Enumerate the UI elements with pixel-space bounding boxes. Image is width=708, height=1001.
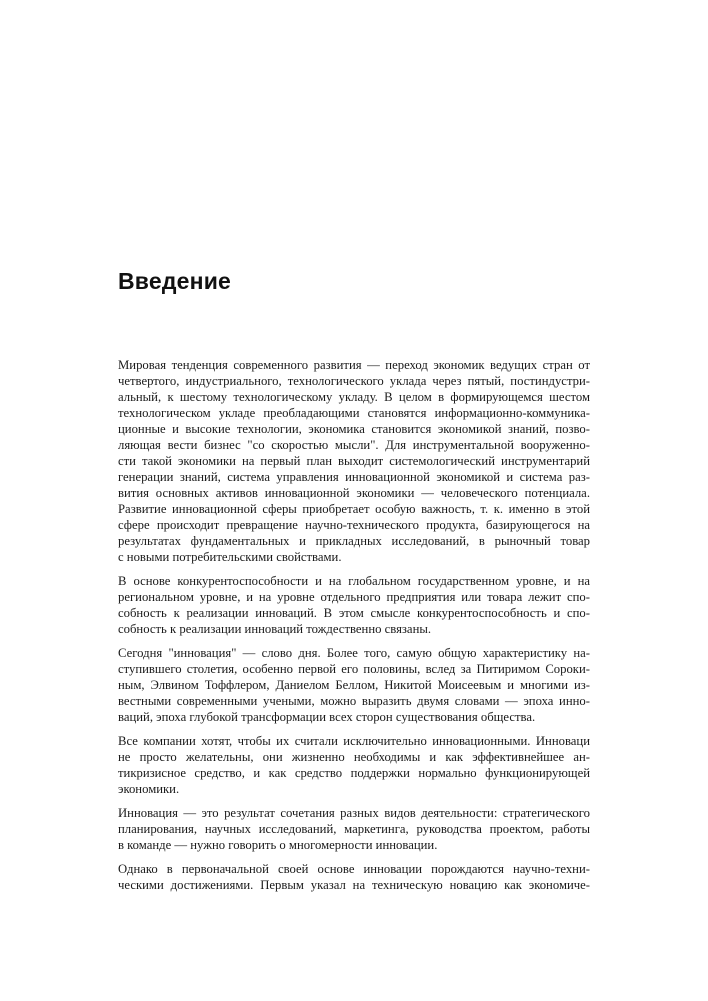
paragraph-6 [118,861,590,893]
text-line: Однако в первоначальной своей основе инновации порождаются научно-техни- [118,862,590,876]
text-line: собность к реализации инноваций тождественно связаны. [118,622,432,636]
text-line: тикризисное средство, и как средство поддержки нормально функционирующей [118,766,590,780]
chapter-title: Введение [118,268,232,294]
text-line: ционные и высокие технологии, экономика становится экономикой знаний, позво- [118,422,590,436]
text-line: ваций, эпоха глубокой трансформации всех сторон существования общества. [118,710,536,724]
text-line: сфере происходит превращение научно-технического продукта, базирующегося на [118,518,590,532]
text-line: генерации знаний, система управления инновационной экономикой и система раз- [118,470,590,484]
text-line: В основе конкурентоспособности и на глобальном государственном уровне, и на [118,574,590,588]
paragraph-1 [118,357,590,565]
text-line: собность к реализации инноваций. В этом смысле конкурентоспособность и спо- [118,606,590,620]
text-line: ступившего столетия, особенно первой его половины, вслед за Питиримом Сороки- [118,662,590,676]
paragraph-5 [118,805,590,853]
text-line: ным, Элвином Тоффлером, Даниелом Беллом, Никитой Моисеевым и многими из- [118,678,590,692]
text-line: сти такой экономики на первый план выходит системологический инструментарий [118,454,590,468]
text-line: Мировая тенденция современного развития — переход экономик ведущих стран от [118,358,590,372]
text-line: не просто желательны, они жизненно необходимы и как эффективнейшее ан- [118,750,590,764]
body-text [118,357,590,901]
text-line: ляющая вести бизнес "со скоростью мысли". Для инструментальной вооруженно- [118,438,590,452]
paragraph-2 [118,573,590,637]
text-line: Сегодня "инновация" — слово дня. Более того, самую общую характеристику на- [118,646,590,660]
text-line: планирования, научных исследований, маркетинга, руководства проектом, работы [118,822,590,836]
text-line: ческими достижениями. Первым указал на техническую новацию как экономиче- [118,878,590,892]
text-line: альный, к шестому технологическому укладу. В целом в формирующемся шестом [118,390,590,404]
text-line: вестными современными учеными, можно выразить двумя словами — эпоха инно- [118,694,590,708]
text-line: результатах фундаментальных и прикладных исследований, в рыночный товар [118,534,590,548]
paragraph-3 [118,645,590,725]
text-line: Развитие инновационной сферы приобретает особую важность, т. к. именно в этой [118,502,590,516]
text-line: вития основных активов инновационной экономики — человеческого потенциала. [118,486,590,500]
paragraph-4 [118,733,590,797]
text-line: Все компании хотят, чтобы их считали исключительно инновационными. Инноваци [118,734,590,748]
text-line: в команде — нужно говорить о многомерности инновации. [118,838,438,852]
text-line: региональном уровне, и на уровне отдельного предприятия или товара лежит спо- [118,590,590,604]
text-line: четвертого, индустриального, технологического уклада через пятый, постиндустри- [118,374,590,388]
text-line: экономики. [118,782,180,796]
text-line: Инновация — это результат сочетания разных видов деятельности: стратегического [118,806,590,820]
text-line: технологическом укладе преобладающими становятся информационно-коммуника- [118,406,590,420]
text-line: с новыми потребительскими свойствами. [118,550,342,564]
